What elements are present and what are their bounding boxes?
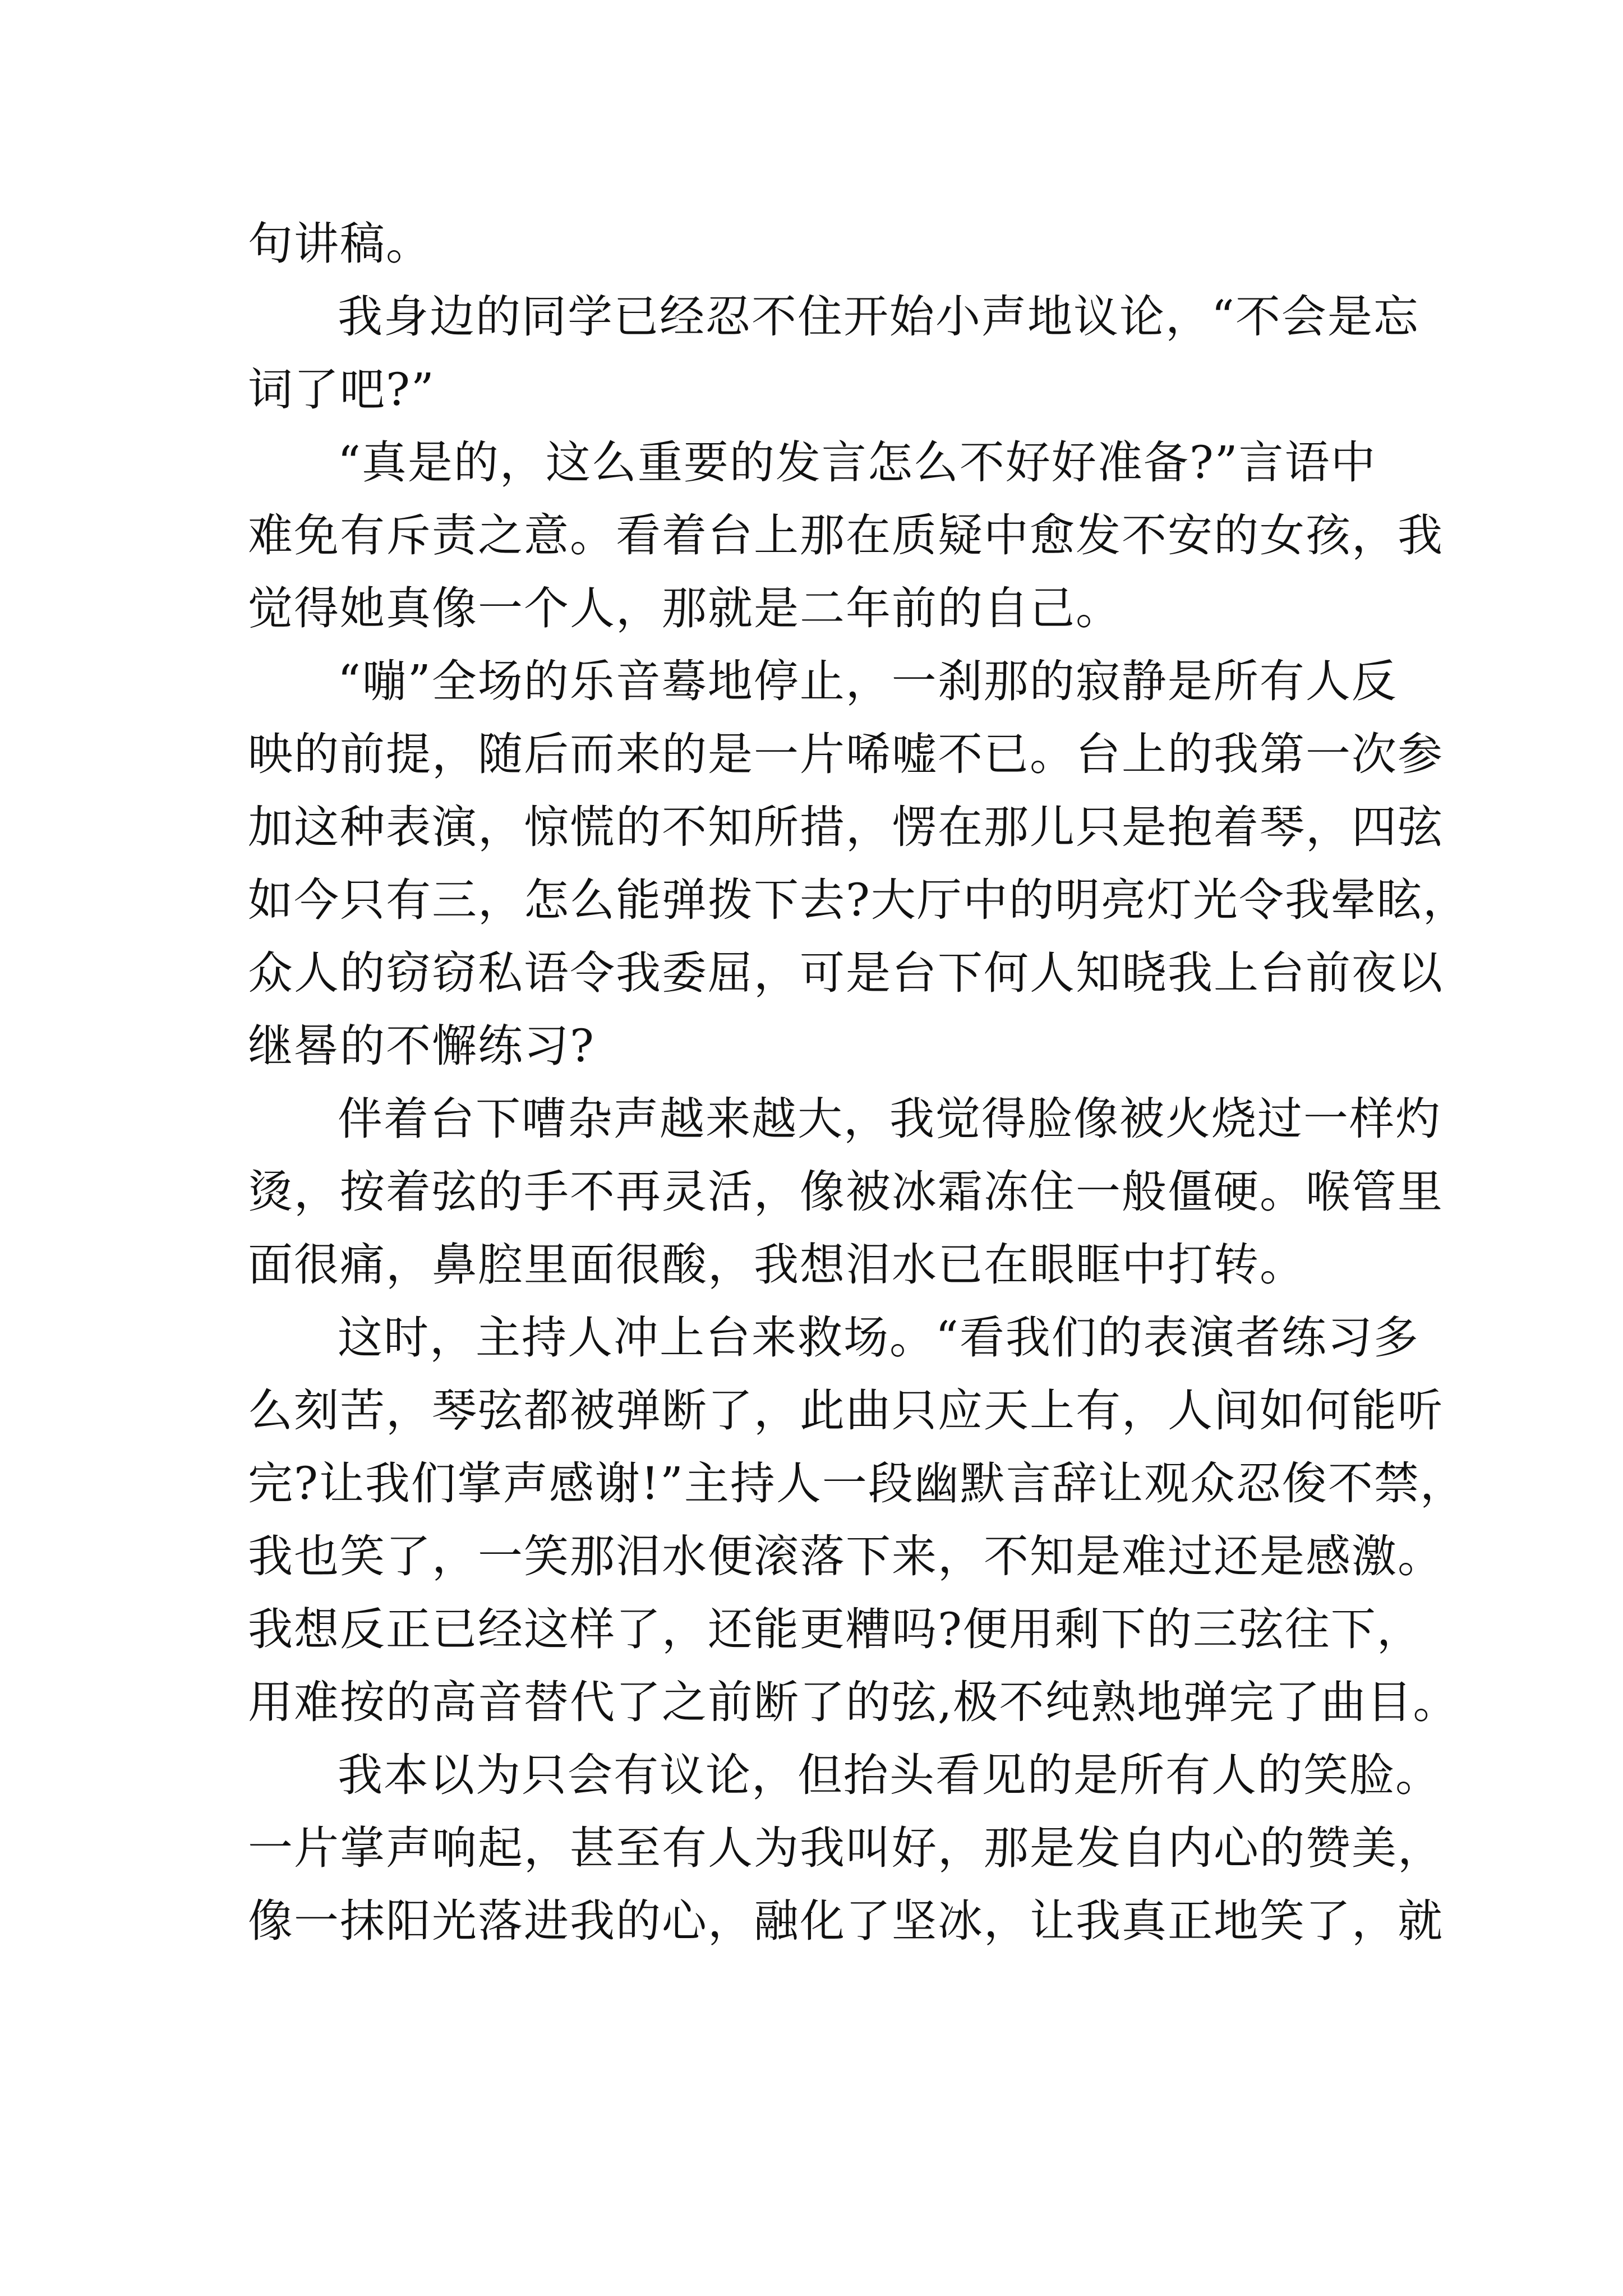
text-line: 用难按的高音替代了之前断了的弦,极不纯熟地弹完了曲目。 <box>248 1676 1459 1728</box>
text-line: 完?让我们掌声感谢!”主持人一段幽默言辞让观众忍俊不禁， <box>248 1457 1466 1510</box>
text-line: 像一抹阳光落进我的心，融化了坚冰，让我真正地笑了，就 <box>248 1895 1444 1947</box>
text-line: 我身边的同学已经忍不住开始小声地议论，“不会是忘 <box>338 291 1419 343</box>
text-line: 词了吧?” <box>248 364 435 416</box>
text-line: 难免有斥责之意。看着台上那在质疑中愈发不安的女孩，我 <box>248 509 1444 562</box>
text-line: 加这种表演，惊慌的不知所措，愣在那儿只是抱着琴，四弦 <box>248 801 1444 853</box>
text-line: 如今只有三，怎么能弹拨下去?大厅中的明亮灯光令我晕眩， <box>248 874 1469 926</box>
text-line: “真是的，这么重要的发言怎么不好好准备?”言语中 <box>338 436 1377 489</box>
text-line: 面很痛，鼻腔里面很酸，我想泪水已在眼眶中打转。 <box>248 1239 1306 1291</box>
text-line: 么刻苦，琴弦都被弹断了，此曲只应天上有，人间如何能听 <box>248 1384 1444 1437</box>
text-line: 一片掌声响起，甚至有人为我叫好，那是发自内心的赞美， <box>248 1822 1444 1874</box>
text-line: 觉得她真像一个人，那就是二年前的自己。 <box>248 582 1122 634</box>
text-line: “嘣”全场的乐音蓦地停止，一刹那的寂静是所有人反 <box>338 655 1398 707</box>
text-line: 句讲稿。 <box>248 218 432 270</box>
text-line: 烫，按着弦的手不再灵活，像被冰霜冻住一般僵硬。喉管里 <box>248 1166 1444 1218</box>
text-line: 我想反正已经这样了，还能更糟吗?便用剩下的三弦往下， <box>248 1603 1423 1655</box>
body-text <box>248 208 1469 1958</box>
text-line: 继晷的不懈练习? <box>248 1020 595 1072</box>
text-line: 众人的窃窃私语令我委屈，可是台下何人知晓我上台前夜以 <box>248 947 1444 999</box>
text-line: 这时，主持人冲上台来救场。“看我们的表演者练习多 <box>338 1312 1419 1364</box>
text-line: 我本以为只会有议论，但抬头看见的是所有人的笑脸。 <box>338 1749 1441 1801</box>
text-line: 映的前提，随后而来的是一片唏嘘不已。台上的我第一次参 <box>248 728 1444 780</box>
text-line: 我也笑了，一笑那泪水便滚落下来，不知是难过还是感激。 <box>248 1530 1444 1582</box>
text-line: 伴着台下嘈杂声越来越大，我觉得脸像被火烧过一样灼 <box>338 1093 1441 1145</box>
